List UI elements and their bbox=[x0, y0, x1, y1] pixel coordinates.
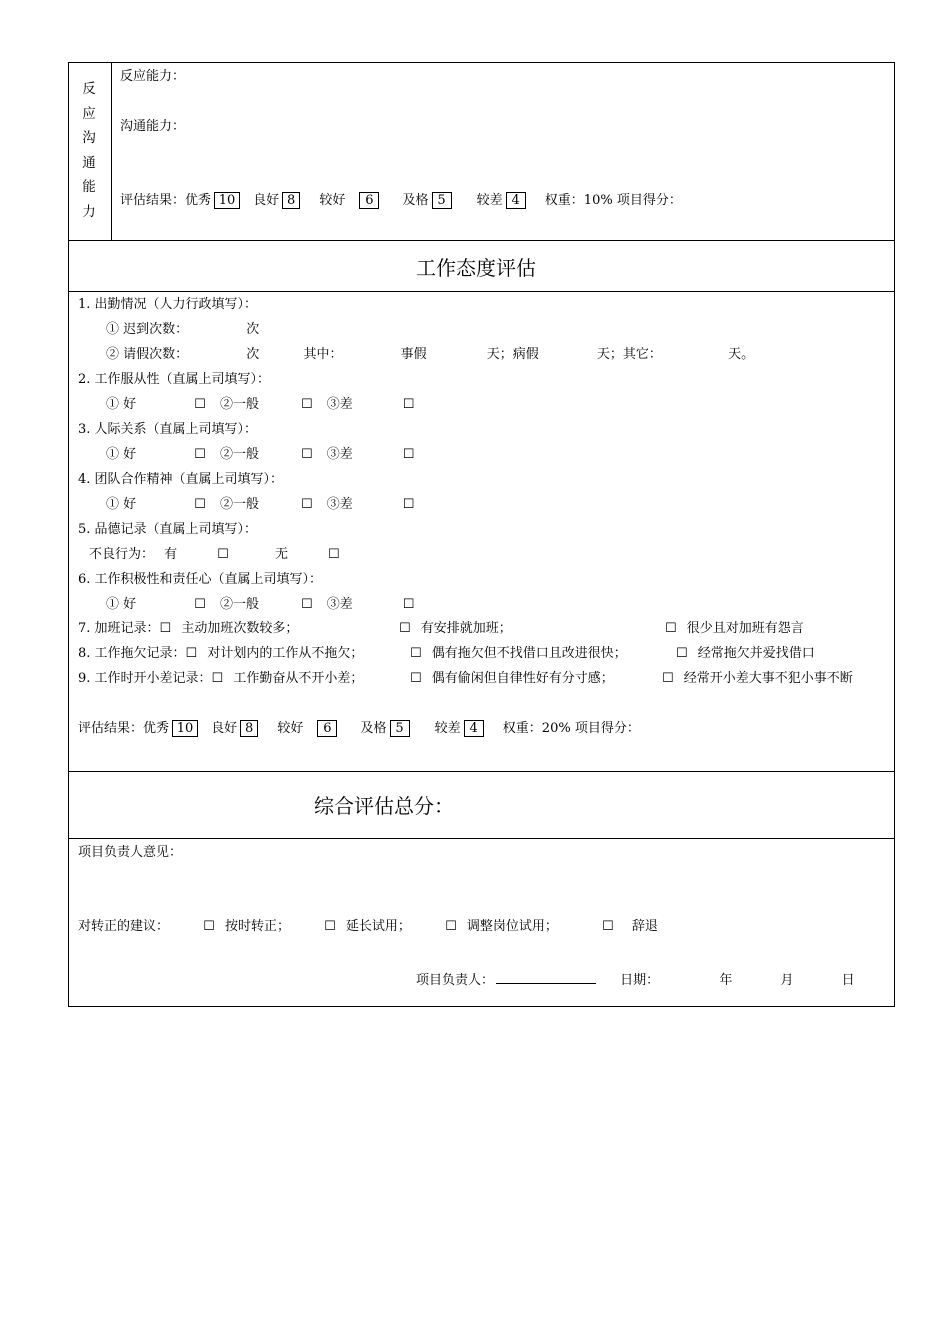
checkbox[interactable]: ☐ bbox=[410, 671, 422, 686]
checkbox[interactable]: ☐ bbox=[399, 621, 411, 636]
option-extend: 延长试用； bbox=[345, 919, 411, 934]
checkbox[interactable]: ☐ bbox=[402, 397, 415, 412]
communication-ability-label: 沟通能力： bbox=[120, 119, 186, 134]
option-bad: ③差 bbox=[326, 597, 353, 612]
work-attitude-title: 工作态度评估 bbox=[416, 256, 536, 280]
option-average: ②一般 bbox=[219, 597, 259, 612]
section1-eval-row bbox=[120, 192, 682, 209]
times-unit: 次 bbox=[246, 347, 260, 362]
suggestion-row bbox=[78, 919, 658, 935]
day-label: 日 bbox=[841, 973, 855, 988]
q7-overtime: 7. 加班记录：☐ 主动加班次数较多； bbox=[78, 621, 299, 636]
rating-label: 较好 bbox=[277, 721, 304, 736]
divider-line bbox=[69, 771, 894, 772]
day-end-label: 天。 bbox=[728, 347, 755, 362]
option-on-time: 按时转正； bbox=[224, 919, 290, 934]
q9-option-2-row bbox=[410, 671, 614, 687]
score-box[interactable]: 4 bbox=[464, 720, 484, 737]
option-bad: ③差 bbox=[326, 447, 353, 462]
q9-slacking: 9. 工作时开小差记录：☐ 工作勤奋从不开小差； bbox=[78, 671, 364, 686]
q8-option-2-row bbox=[410, 646, 627, 662]
rating-label: 较差 bbox=[434, 721, 461, 736]
option-bad: ③差 bbox=[326, 397, 353, 412]
checkbox[interactable]: ☐ bbox=[194, 497, 206, 512]
q7-option-3: 很少且对加班有怨言 bbox=[686, 621, 804, 636]
q7-option-2: 有安排就加班； bbox=[420, 621, 512, 636]
rating-label: 良好 bbox=[253, 193, 280, 208]
option-good: ① 好 bbox=[106, 597, 137, 612]
total-score-title: 综合评估总分： bbox=[314, 794, 454, 818]
score-box[interactable]: 8 bbox=[240, 720, 258, 737]
rating-label: 及格 bbox=[402, 193, 429, 208]
checkbox[interactable]: ☐ bbox=[402, 447, 415, 462]
rating-label: 及格 bbox=[360, 721, 387, 736]
checkbox[interactable]: ☐ bbox=[676, 646, 688, 661]
rating-label: 优秀 bbox=[185, 193, 212, 208]
q8-option-3: 经常拖欠并爱找借口 bbox=[697, 646, 815, 661]
weight-score-text: 权重：10% 项目得分： bbox=[544, 193, 682, 208]
vertical-section-label: 反 应 沟 通 能 力 bbox=[82, 81, 96, 220]
eval-label: 评估结果： bbox=[78, 721, 144, 736]
checkbox[interactable]: ☐ bbox=[185, 646, 198, 661]
q9-option-3: 经常开小差大事不犯小事不断 bbox=[683, 671, 853, 686]
late-count-row bbox=[106, 322, 259, 338]
checkbox[interactable]: ☐ bbox=[211, 671, 224, 686]
option-good: ① 好 bbox=[106, 447, 137, 462]
q8-delays: 8. 工作拖欠记录：☐ 对计划内的工作从不拖欠； bbox=[78, 646, 364, 661]
checkbox[interactable]: ☐ bbox=[327, 547, 340, 562]
checkbox[interactable]: ☐ bbox=[217, 547, 229, 562]
q9-option-3-row bbox=[662, 671, 853, 687]
option-bad: ③差 bbox=[326, 497, 353, 512]
checkbox[interactable]: ☐ bbox=[665, 621, 677, 636]
score-box[interactable]: 10 bbox=[172, 720, 198, 737]
eval-label: 评估结果： bbox=[120, 193, 186, 208]
section2-eval-row bbox=[78, 720, 640, 737]
checkbox[interactable]: ☐ bbox=[194, 447, 206, 462]
q1-attendance: 1. 出勤情况（人力行政填写）： bbox=[78, 297, 258, 312]
rating-label: 优秀 bbox=[143, 721, 170, 736]
manager-opinion-label: 项目负责人意见： bbox=[78, 845, 183, 860]
option-good: ① 好 bbox=[106, 497, 137, 512]
q3-relationships: 3. 人际关系（直属上司填写）： bbox=[78, 422, 258, 437]
q7-option-3-row bbox=[665, 621, 804, 637]
checkbox[interactable]: ☐ bbox=[410, 646, 422, 661]
suggestion-label: 对转正的建议： bbox=[78, 919, 170, 934]
option-none: 无 bbox=[274, 547, 288, 562]
checkbox[interactable]: ☐ bbox=[662, 671, 674, 686]
q8-option-1: 对计划内的工作从不拖欠； bbox=[207, 646, 364, 661]
reaction-ability-label: 反应能力： bbox=[120, 69, 186, 84]
option-dismiss: 辞退 bbox=[631, 919, 658, 934]
divider-line bbox=[69, 838, 894, 839]
checkbox[interactable]: ☐ bbox=[300, 597, 313, 612]
q9-option-1: 工作勤奋从不开小差； bbox=[233, 671, 364, 686]
month-label: 月 bbox=[780, 973, 794, 988]
rating-label: 较差 bbox=[476, 193, 503, 208]
checkbox[interactable]: ☐ bbox=[194, 397, 206, 412]
option-average: ②一般 bbox=[219, 397, 259, 412]
q6-options bbox=[106, 597, 414, 613]
misconduct-label: 不良行为： bbox=[89, 547, 155, 562]
checkbox[interactable]: ☐ bbox=[300, 497, 313, 512]
checkbox[interactable]: ☐ bbox=[402, 497, 415, 512]
rating-label: 良好 bbox=[211, 721, 238, 736]
score-box[interactable]: 10 bbox=[214, 192, 240, 209]
signature-line[interactable] bbox=[496, 969, 596, 984]
date-label: 日期： bbox=[620, 973, 660, 988]
leave-count-row bbox=[106, 347, 754, 363]
evaluation-form-table bbox=[68, 62, 895, 1007]
checkbox[interactable]: ☐ bbox=[445, 919, 457, 934]
of-which-label: 其中： bbox=[303, 347, 343, 362]
checkbox[interactable]: ☐ bbox=[203, 919, 215, 934]
score-box[interactable]: 5 bbox=[432, 192, 452, 209]
signer-label: 项目负责人： bbox=[416, 973, 495, 988]
q5-options bbox=[89, 547, 340, 563]
option-adjust: 调整岗位试用； bbox=[466, 919, 558, 934]
q9-option-2: 偶有偷闲但自律性好有分寸感； bbox=[431, 671, 614, 686]
late-label: ① 迟到次数： bbox=[106, 322, 189, 337]
score-box[interactable]: 4 bbox=[506, 192, 526, 209]
personal-leave-label: 事假 bbox=[400, 347, 427, 362]
checkbox[interactable]: ☐ bbox=[194, 597, 206, 612]
divider-line bbox=[69, 291, 894, 292]
times-unit: 次 bbox=[246, 322, 260, 337]
q4-options bbox=[106, 497, 414, 513]
weight-score-text: 权重：20% 项目得分： bbox=[502, 721, 640, 736]
q6-initiative: 6. 工作积极性和责任心（直属上司填写）： bbox=[78, 572, 323, 587]
year-label: 年 bbox=[719, 973, 733, 988]
divider-line bbox=[69, 240, 894, 241]
option-average: ②一般 bbox=[219, 447, 259, 462]
q7-option-2-row bbox=[399, 621, 512, 637]
other-leave-label: 天；其它： bbox=[596, 347, 662, 362]
rating-label: 较好 bbox=[319, 193, 346, 208]
checkbox[interactable]: ☐ bbox=[602, 919, 614, 934]
signature-row bbox=[416, 969, 855, 989]
option-have: 有 bbox=[164, 547, 178, 562]
score-box[interactable]: 6 bbox=[317, 720, 337, 737]
score-box[interactable]: 6 bbox=[359, 192, 379, 209]
q5-moral-record: 5. 品德记录（直属上司填写）： bbox=[78, 522, 258, 537]
checkbox[interactable]: ☐ bbox=[300, 397, 313, 412]
q8-option-3-row bbox=[676, 646, 815, 662]
checkbox[interactable]: ☐ bbox=[159, 621, 172, 636]
label-column-divider bbox=[111, 63, 112, 240]
q7-option-1: 主动加班次数较多； bbox=[181, 621, 299, 636]
q3-options bbox=[106, 447, 414, 463]
option-average: ②一般 bbox=[219, 497, 259, 512]
q8-option-2: 偶有拖欠但不找借口且改进很快； bbox=[431, 646, 627, 661]
q2-obedience: 2. 工作服从性（直属上司填写）： bbox=[78, 372, 271, 387]
checkbox[interactable]: ☐ bbox=[300, 447, 313, 462]
score-box[interactable]: 8 bbox=[282, 192, 300, 209]
checkbox[interactable]: ☐ bbox=[324, 919, 336, 934]
checkbox[interactable]: ☐ bbox=[402, 597, 415, 612]
leave-label: ② 请假次数： bbox=[106, 347, 189, 362]
q4-teamwork: 4. 团队合作精神（直属上司填写）： bbox=[78, 472, 284, 487]
sick-leave-label: 天；病假 bbox=[486, 347, 539, 362]
score-box[interactable]: 5 bbox=[390, 720, 410, 737]
q2-options bbox=[106, 397, 414, 413]
option-good: ① 好 bbox=[106, 397, 137, 412]
